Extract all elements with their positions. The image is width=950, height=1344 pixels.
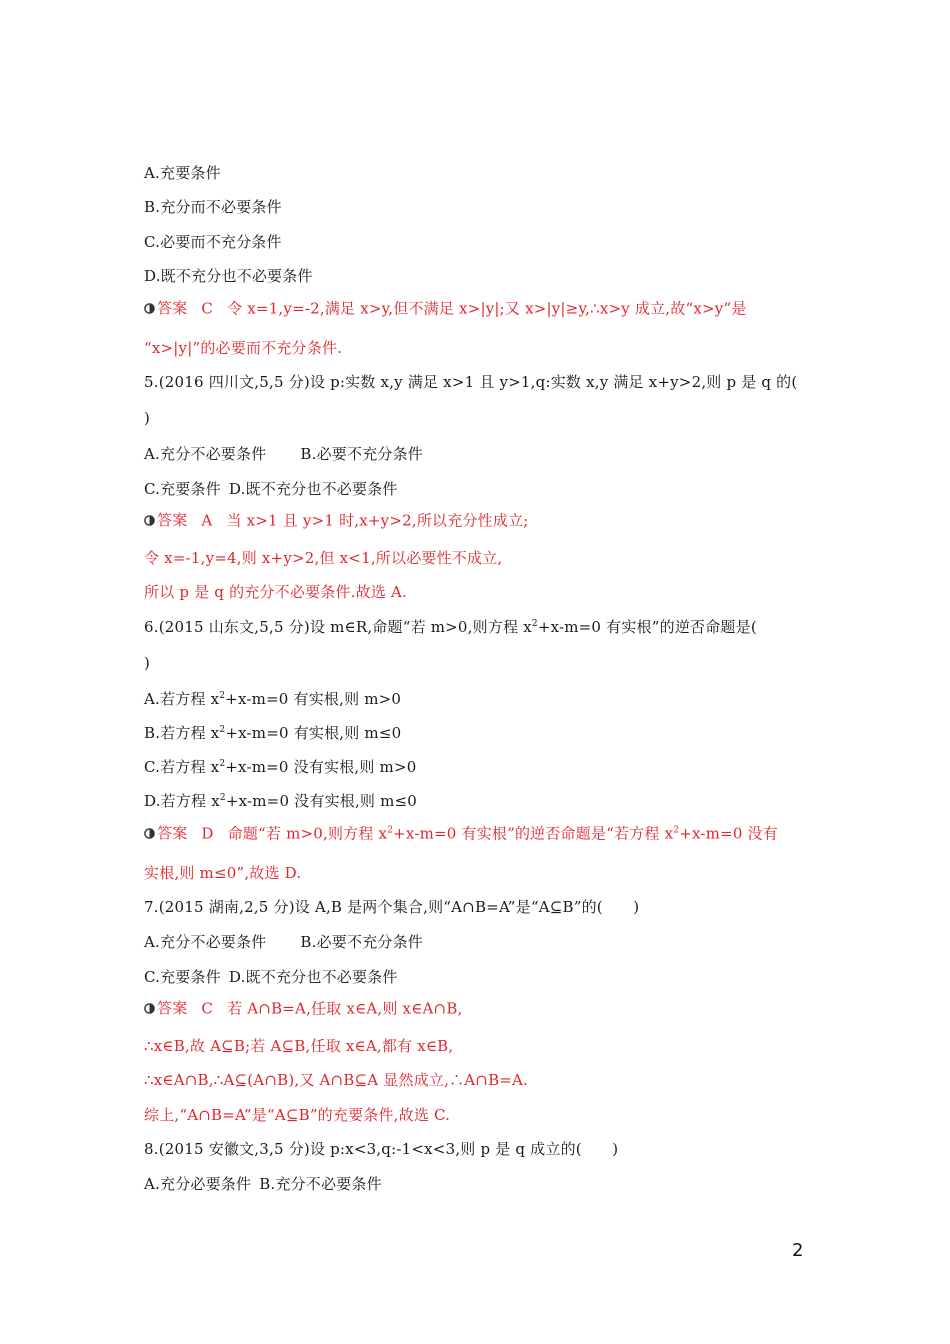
superscript: 2 <box>219 691 226 701</box>
answer-explanation: 若 A∩B=A,任取 x∈A,则 x∈A∩B, <box>227 999 463 1018</box>
q8-options-row1 <box>144 1174 382 1194</box>
q6-option-b <box>144 723 401 743</box>
answer-badge-icon <box>144 515 155 526</box>
superscript: 2 <box>219 793 226 803</box>
superscript: 2 <box>219 759 226 769</box>
q6-option-a <box>144 689 401 709</box>
q6-stem <box>144 617 757 637</box>
page-number: 2 <box>792 1240 804 1261</box>
q6-stem-line2: ) <box>144 654 151 672</box>
q7-option-d: D.既不充分也不必要条件 <box>228 968 398 986</box>
answer-explanation-pre: 命题“若 m>0,则方程 x <box>227 824 388 843</box>
q5-options-row1 <box>144 444 423 464</box>
q5-stem-line2: ) <box>144 409 151 427</box>
q8-option-b: B.充分不必要条件 <box>259 1175 382 1193</box>
answer-letter: C <box>201 999 214 1018</box>
answer-badge <box>144 998 187 1018</box>
superscript: 2 <box>673 825 680 836</box>
superscript: 2 <box>219 725 226 735</box>
answer-label: 答案 <box>157 999 188 1017</box>
answer-letter: A <box>201 511 213 530</box>
q6-option-d <box>144 791 417 811</box>
q5-stem: 5.(2016 四川文,5,5 分)设 p:实数 x,y 满足 x>1 且 y>1,q:实数 x,y 满足 x+y>2,则 p 是 q 的( <box>144 373 798 391</box>
answer-explanation: 当 x>1 且 y>1 时,x+y>2,所以充分性成立; <box>226 511 529 530</box>
answer-explanation-post: +x-m=0 没有 <box>679 824 778 843</box>
option-pre: C.若方程 x <box>144 758 220 776</box>
q6-stem-pre: 6.(2015 山东文,5,5 分)设 m∈R,命题“若 m>0,则方程 x <box>144 618 532 636</box>
answer-label: 答案 <box>157 824 188 842</box>
q4-option-d: D.既不充分也不必要条件 <box>144 267 313 285</box>
answer-explanation: 令 x=1,y=-2,满足 x>y,但不满足 x>|y|;又 x>|y|≥y,∴x>y 成立,故“x>y”是 <box>227 299 747 318</box>
q5-explanation-line2: 令 x=-1,y=4,则 x+y>2,但 x<1,所以必要性不成立, <box>144 549 503 567</box>
answer-badge-icon <box>144 1003 155 1014</box>
q7-option-c: C.充要条件 <box>144 968 221 986</box>
q7-explanation-line3: ∴x∈A∩B,∴A⊆(A∩B),又 A∩B⊆A 显然成立,∴A∩B=A. <box>144 1071 529 1089</box>
option-pre: A.若方程 x <box>144 690 220 708</box>
q7-options-row2 <box>144 967 398 987</box>
answer-badge-icon <box>144 828 155 839</box>
option-pre: B.若方程 x <box>144 724 220 742</box>
q5-answer-line <box>144 510 529 531</box>
q4-answer-line <box>144 298 747 319</box>
superscript: 2 <box>531 619 538 629</box>
option-post: +x-m=0 没有实根,则 m≤0 <box>225 792 418 810</box>
q6-explanation-line2: 实根,则 m≤0”,故选 D. <box>144 864 302 882</box>
option-post: +x-m=0 有实根,则 m>0 <box>225 690 402 708</box>
q4-option-a: A.充要条件 <box>144 164 221 182</box>
q5-option-b: B.必要不充分条件 <box>300 445 423 463</box>
q7-option-a: A.充分不必要条件 <box>144 933 267 951</box>
answer-badge-icon <box>144 303 155 314</box>
q4-explanation-line2: “x>|y|”的必要而不充分条件. <box>144 339 343 357</box>
answer-badge <box>144 298 187 318</box>
q7-explanation-line4: 综上,“A∩B=A”是“A⊆B”的充要条件,故选 C. <box>144 1106 451 1124</box>
q7-options-row1 <box>144 932 423 952</box>
q4-option-b: B.充分而不必要条件 <box>144 198 282 216</box>
q5-option-c: C.充要条件 <box>144 480 221 498</box>
option-post: +x-m=0 有实根,则 m≤0 <box>225 724 402 742</box>
q5-option-a: A.充分不必要条件 <box>144 445 267 463</box>
answer-label: 答案 <box>157 299 188 317</box>
q5-options-row2 <box>144 479 398 499</box>
answer-letter: C <box>201 299 214 318</box>
q7-explanation-line2: ∴x∈B,故 A⊆B;若 A⊆B,任取 x∈A,都有 x∈B, <box>144 1037 454 1055</box>
q7-answer-line <box>144 998 463 1019</box>
q5-option-d: D.既不充分也不必要条件 <box>228 480 398 498</box>
answer-explanation-mid: +x-m=0 有实根”的逆否命题是“若方程 x <box>393 824 674 843</box>
option-pre: D.若方程 x <box>144 792 220 810</box>
superscript: 2 <box>387 825 394 836</box>
q6-stem-post: +x-m=0 有实根”的逆否命题是( <box>537 618 757 636</box>
q6-option-c <box>144 757 417 777</box>
option-post: +x-m=0 没有实根,则 m>0 <box>225 758 417 776</box>
answer-label: 答案 <box>157 511 188 529</box>
q7-stem: 7.(2015 湖南,2,5 分)设 A,B 是两个集合,则“A∩B=A”是“A⊆B”的( ) <box>144 898 640 916</box>
q6-answer-line <box>144 823 778 844</box>
answer-letter: D <box>201 824 214 843</box>
q8-option-a: A.充分必要条件 <box>144 1175 252 1193</box>
answer-badge <box>144 823 187 843</box>
q5-explanation-line3: 所以 p 是 q 的充分不必要条件.故选 A. <box>144 583 408 601</box>
q7-option-b: B.必要不充分条件 <box>300 933 423 951</box>
answer-badge <box>144 510 187 530</box>
q4-option-c: C.必要而不充分条件 <box>144 233 282 251</box>
q8-stem: 8.(2015 安徽文,3,5 分)设 p:x<3,q:-1<x<3,则 p 是 q 成立的( ) <box>144 1140 619 1158</box>
